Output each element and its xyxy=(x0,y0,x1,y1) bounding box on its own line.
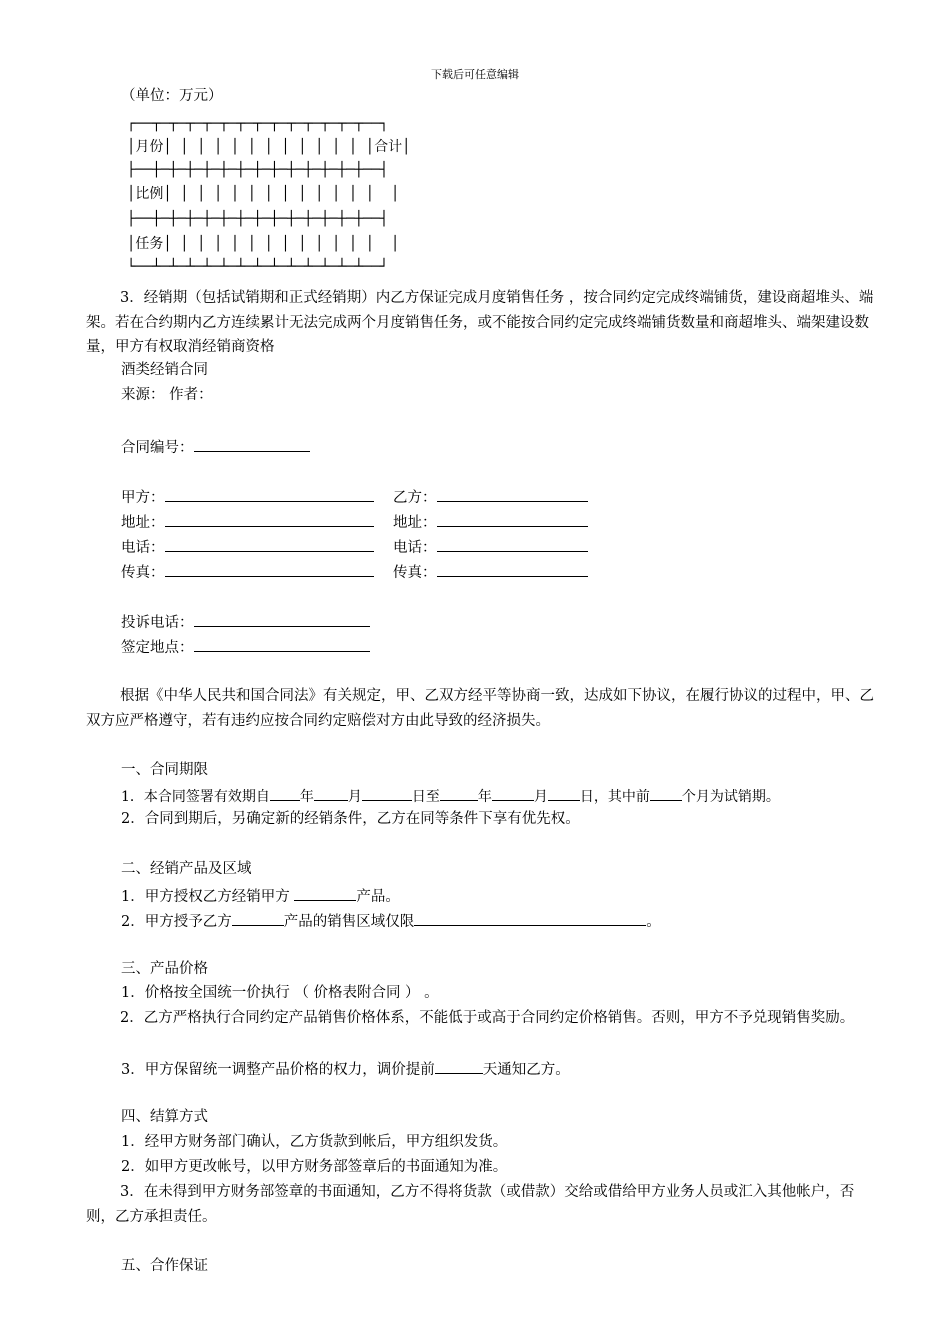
contract-number-blank xyxy=(194,435,310,452)
section-2-title: 二、经销产品及区域 xyxy=(121,861,252,877)
party-b-phone-blank xyxy=(437,535,588,552)
section-1-title: 一、合同期限 xyxy=(121,762,208,778)
contract-number-field xyxy=(121,435,310,458)
fax-label: 传真： xyxy=(393,565,437,581)
party-b-fax-field xyxy=(393,560,588,583)
party-a-phone-field xyxy=(121,535,374,558)
trial-months-blank xyxy=(650,784,682,801)
contract-number-label: 合同编号： xyxy=(121,440,194,456)
party-a-blank xyxy=(165,485,374,502)
address-label: 地址： xyxy=(393,515,437,531)
table-separator: ├──┼─┼─┼─┼─┼─┼─┼─┼─┼─┼─┼─┼─┼──┤ xyxy=(127,162,389,178)
party-b-address-blank xyxy=(437,510,588,527)
table-bottom-border: └──┴─┴─┴─┴─┴─┴─┴─┴─┴─┴─┴─┴─┴──┘ xyxy=(127,259,389,275)
fax-label: 传真： xyxy=(121,565,165,581)
complaint-phone-label: 投诉电话： xyxy=(121,615,194,631)
text-segment: 日至 xyxy=(411,789,440,805)
start-year-blank xyxy=(270,784,300,801)
party-b-blank xyxy=(437,485,588,502)
text-segment: 年 xyxy=(299,789,314,805)
section-2-item-1 xyxy=(121,884,400,907)
table-row-month: │月份│ │ │ │ │ │ │ │ │ │ │ │ │合计│ xyxy=(127,139,411,155)
section-4-item-3: 3．在未得到甲方财务部签章的书面通知，乙方不得将货款（或借款）交给或借给甲方业务人员或汇入其他帐户，否则，乙方承担责任。 xyxy=(86,1184,855,1225)
party-a-fax-field xyxy=(121,560,374,583)
table-separator: ├──┼─┼─┼─┼─┼─┼─┼─┼─┼─┼─┼─┼─┼──┤ xyxy=(127,211,389,227)
end-day-blank xyxy=(548,784,580,801)
party-a-phone-blank xyxy=(165,535,374,552)
text-segment: 日，其中前 xyxy=(579,789,650,805)
table-row-ratio: │比例│ │ │ │ │ │ │ │ │ │ │ │ │ │ xyxy=(127,186,400,202)
intro-paragraph: 根据《中华人民共和国合同法》有关规定，甲、乙双方经平等协商一致，达成如下协议，在履行协议的过程中，甲、乙双方应严格遵守，若有违约应按合同约定赔偿对方由此导致的经济损失。 xyxy=(86,688,874,729)
section-1-item-2: 2．合同到期后，另确定新的经销条件，乙方在同等条件下享有优先权。 xyxy=(121,811,580,827)
party-a-field xyxy=(121,485,374,508)
section-4-title: 四、结算方式 xyxy=(121,1109,208,1125)
section-3-item-2: 2．乙方严格执行合同约定产品销售价格体系，不能低于或高于合同约定价格销售。否则，甲方不予兑现销售奖励。 xyxy=(120,1010,855,1026)
section-2-item-2 xyxy=(121,909,661,932)
text-segment: 2．甲方授予乙方 xyxy=(121,914,232,930)
party-a-fax-blank xyxy=(165,560,374,577)
text-segment: 个月为试销期。 xyxy=(681,789,780,805)
text-segment: 年 xyxy=(477,789,492,805)
table-top-border: ┌──┬─┬─┬─┬─┬─┬─┬─┬─┬─┬─┬─┬─┬──┐ xyxy=(127,116,389,132)
text-segment: 产品的销售区域仅限 xyxy=(283,914,415,930)
party-b-phone-field xyxy=(393,535,588,558)
party-a-address-blank xyxy=(165,510,374,527)
text-segment: 月 xyxy=(533,789,548,805)
text-segment: 1．甲方授权乙方经销甲方 xyxy=(121,889,295,905)
clause-3-paragraph: 3．经销期（包括试销期和正式经销期）内乙方保证完成月度销售任务 ，按合同约定完成终端铺货，建设商超堆头、端架。若在合约期内乙方连续累计无法完成两个月度销售任务，或不能按合同约定完成终端铺货数量和商超堆头、端架建设数量，甲方有权取消经销商资格 xyxy=(86,290,874,355)
sign-place-label: 签定地点： xyxy=(121,640,194,656)
section-3-item-3 xyxy=(121,1057,570,1080)
address-label: 地址： xyxy=(121,515,165,531)
text-segment: 3．甲方保留统一调整产品价格的权力，调价提前 xyxy=(121,1062,435,1078)
text-segment: 月 xyxy=(347,789,362,805)
text-segment: 1．本合同签署有效期自 xyxy=(121,789,270,805)
product-blank xyxy=(294,884,356,901)
section-3-title: 三、产品价格 xyxy=(121,961,208,977)
party-b-fax-blank xyxy=(437,560,588,577)
sign-place-field xyxy=(121,635,370,658)
party-b-address-field xyxy=(393,510,588,533)
phone-label: 电话： xyxy=(121,540,165,556)
section-4-item-2: 2．如甲方更改帐号，以甲方财务部签章后的书面通知为准。 xyxy=(121,1159,508,1175)
text-segment: 天通知乙方。 xyxy=(482,1062,570,1078)
party-b-field xyxy=(393,485,588,508)
end-month-blank xyxy=(492,784,534,801)
party-a-label: 甲方： xyxy=(121,490,165,506)
header-note: 下载后可任意编辑 xyxy=(431,68,519,81)
sales-region-blank xyxy=(414,909,646,926)
notice-days-blank xyxy=(435,1057,483,1074)
unit-label: （单位：万元） xyxy=(121,88,223,104)
table-row-task: │任务│ │ │ │ │ │ │ │ │ │ │ │ │ │ xyxy=(127,236,400,252)
start-day-blank xyxy=(362,784,412,801)
party-b-label: 乙方： xyxy=(393,490,437,506)
source-line: 来源： 作者： xyxy=(121,387,213,403)
sign-place-blank xyxy=(194,635,370,652)
section-5-title: 五、合作保证 xyxy=(121,1258,208,1274)
party-a-address-field xyxy=(121,510,374,533)
complaint-phone-blank xyxy=(194,610,370,627)
text-segment: 产品。 xyxy=(356,889,400,905)
phone-label: 电话： xyxy=(393,540,437,556)
section-1-item-1 xyxy=(121,784,780,807)
complaint-phone-field xyxy=(121,610,370,633)
section-3-item-1: 1．价格按全国统一价执行 （ 价格表附合同 ） 。 xyxy=(121,985,439,1001)
start-month-blank xyxy=(314,784,348,801)
text-segment: 。 xyxy=(646,914,661,930)
end-year-blank xyxy=(440,784,478,801)
section-4-item-1: 1．经甲方财务部门确认，乙方货款到帐后，甲方组织发货。 xyxy=(121,1134,508,1150)
document-title: 酒类经销合同 xyxy=(121,362,208,378)
product-name-blank xyxy=(232,909,284,926)
